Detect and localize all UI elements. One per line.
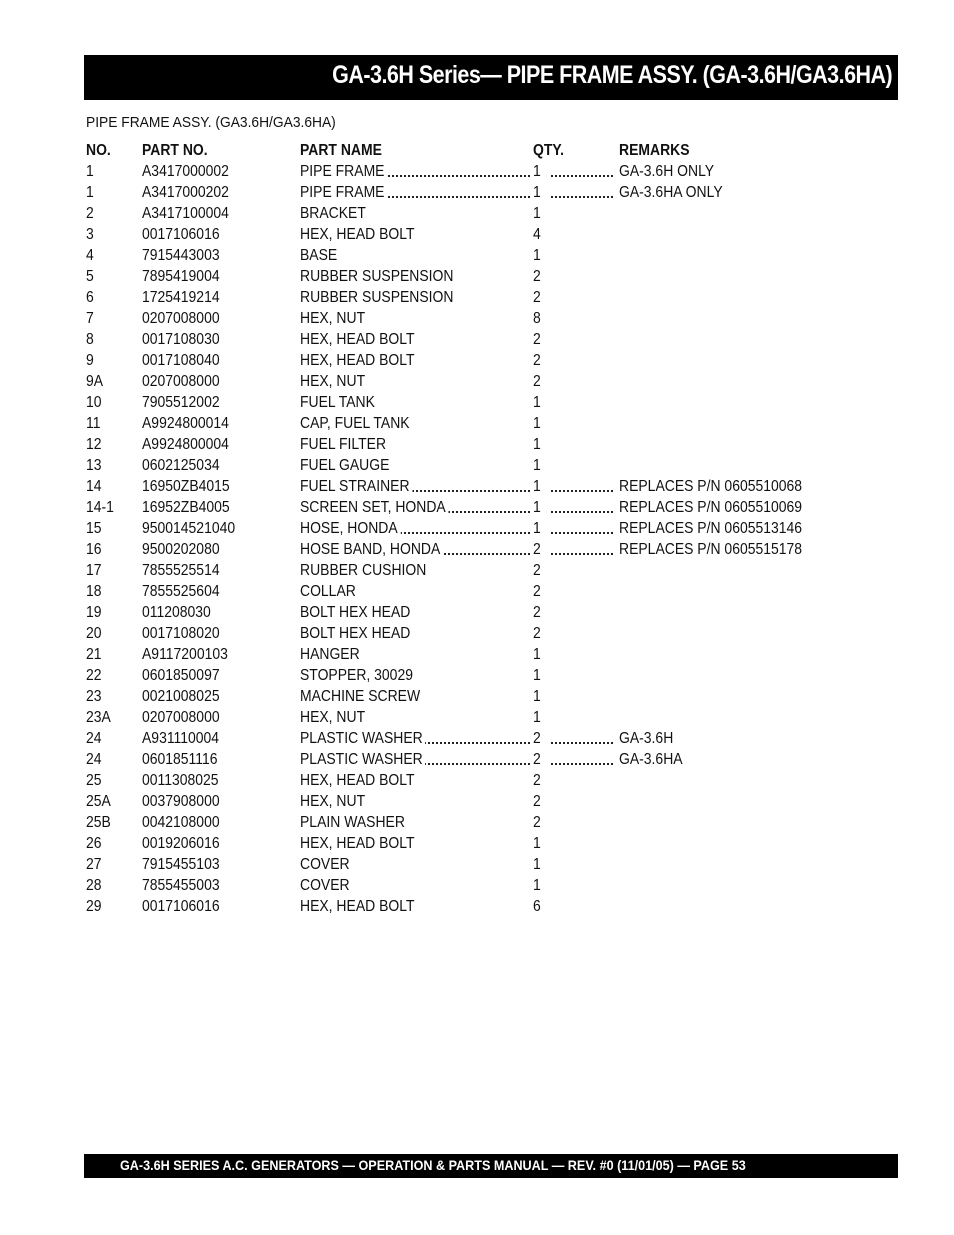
table-row <box>86 770 846 791</box>
table-row <box>86 245 846 266</box>
remarks-cell <box>619 791 846 812</box>
part-number-cell: A3417100004 <box>142 205 229 222</box>
table-row <box>86 224 846 245</box>
part-name-cell: HEX, NUT <box>300 791 533 812</box>
table-row <box>86 833 846 854</box>
remarks-cell <box>619 665 846 686</box>
table-row <box>86 707 846 728</box>
quantity-cell: 1 <box>533 875 619 896</box>
remarks-cell: GA-3.6H ONLY <box>619 163 715 180</box>
item-number-cell: 10 <box>86 394 102 411</box>
table-row <box>86 413 846 434</box>
quantity-cell: 1 <box>533 203 619 224</box>
part-number-cell: 0601851116 <box>142 751 218 768</box>
item-number-cell: 22 <box>86 667 102 684</box>
item-number-cell: 23A <box>86 709 111 726</box>
item-number-cell: 25A <box>86 793 111 810</box>
part-number-cell: 011208030 <box>142 604 211 621</box>
item-number-cell: 9A <box>86 373 104 390</box>
part-number-cell: A9924800014 <box>142 415 229 432</box>
quantity-cell: 1 <box>533 245 619 266</box>
quantity-cell: 2 <box>533 749 619 770</box>
table-row <box>86 623 846 644</box>
part-number-cell: 0011308025 <box>142 772 219 789</box>
table-row <box>86 581 846 602</box>
part-name-cell: MACHINE SCREW <box>300 686 533 707</box>
part-name-cell: COVER <box>300 854 533 875</box>
quantity-cell: 1 <box>533 518 619 539</box>
quantity-cell: 8 <box>533 308 619 329</box>
table-row <box>86 518 846 539</box>
quantity-cell: 1 <box>533 497 619 518</box>
remarks-cell <box>619 413 846 434</box>
remarks-cell <box>619 833 846 854</box>
item-number-cell: 23 <box>86 688 102 705</box>
part-name-cell: CAP, FUEL TANK <box>300 413 533 434</box>
item-number-cell: 27 <box>86 856 102 873</box>
part-name-cell: PIPE FRAME <box>300 161 533 182</box>
part-number-cell: 7915455103 <box>142 856 220 873</box>
part-name-cell: PLASTIC WASHER <box>300 749 533 770</box>
item-number-cell: 4 <box>86 247 94 264</box>
part-name-cell: STOPPER, 30029 <box>300 665 533 686</box>
remarks-cell <box>619 875 846 896</box>
item-number-cell: 17 <box>86 562 102 579</box>
page-title: GA-3.6H Series— PIPE FRAME ASSY. (GA-3.6H/GA3.6HA) <box>331 61 892 89</box>
part-name-cell: FUEL STRAINER <box>300 476 533 497</box>
part-number-cell: 16950ZB4015 <box>142 478 230 495</box>
item-number-cell: 3 <box>86 226 94 243</box>
part-name-cell: RUBBER CUSHION <box>300 560 533 581</box>
part-name-cell: PLASTIC WASHER <box>300 728 533 749</box>
item-number-cell: 24 <box>86 751 102 768</box>
header-part-name: PART NAME <box>300 142 382 159</box>
part-number-cell: 7905512002 <box>142 394 220 411</box>
page-footer <box>84 1154 898 1178</box>
part-name-cell: RUBBER SUSPENSION <box>300 287 533 308</box>
table-row <box>86 203 846 224</box>
part-name-cell: FUEL FILTER <box>300 434 533 455</box>
table-row <box>86 371 846 392</box>
part-number-cell: 16952ZB4005 <box>142 499 230 516</box>
table-row <box>86 665 846 686</box>
part-name-cell: HEX, NUT <box>300 707 533 728</box>
remarks-cell <box>619 350 846 371</box>
table-row <box>86 791 846 812</box>
parts-table <box>86 140 846 917</box>
table-row <box>86 392 846 413</box>
remarks-cell <box>619 644 846 665</box>
part-name-cell: FUEL GAUGE <box>300 455 533 476</box>
part-number-cell: 7855455003 <box>142 877 220 894</box>
item-number-cell: 11 <box>86 415 101 432</box>
part-name-cell: COLLAR <box>300 581 533 602</box>
remarks-cell <box>619 371 846 392</box>
remarks-cell: GA-3.6H <box>619 730 674 747</box>
part-name-cell: FUEL TANK <box>300 392 533 413</box>
quantity-cell: 2 <box>533 812 619 833</box>
part-number-cell: 0602125034 <box>142 457 220 474</box>
part-number-cell: 7895419004 <box>142 268 220 285</box>
remarks-cell <box>619 770 846 791</box>
part-number-cell: A931110004 <box>142 730 220 747</box>
item-number-cell: 28 <box>86 877 102 894</box>
part-name-cell: HANGER <box>300 644 533 665</box>
quantity-cell: 2 <box>533 287 619 308</box>
part-name-cell: BOLT HEX HEAD <box>300 623 533 644</box>
section-subtitle: PIPE FRAME ASSY. (GA3.6H/GA3.6HA) <box>86 114 336 131</box>
item-number-cell: 19 <box>86 604 102 621</box>
item-number-cell: 16 <box>86 541 102 558</box>
footer-text: GA-3.6H SERIES A.C. GENERATORS — OPERATION & PARTS MANUAL — REV. #0 (11/01/05) — PAGE 53 <box>120 1157 746 1173</box>
quantity-cell: 1 <box>533 182 619 203</box>
quantity-cell: 2 <box>533 602 619 623</box>
quantity-cell: 2 <box>533 770 619 791</box>
item-number-cell: 29 <box>86 898 102 915</box>
item-number-cell: 25B <box>86 814 111 831</box>
table-row <box>86 875 846 896</box>
part-number-cell: 0021008025 <box>142 688 220 705</box>
part-number-cell: 1725419214 <box>142 289 220 306</box>
part-name-cell: HOSE BAND, HONDA <box>300 539 533 560</box>
part-number-cell: 7855525604 <box>142 583 220 600</box>
item-number-cell: 14-1 <box>86 499 114 516</box>
part-number-cell: 0207008000 <box>142 709 220 726</box>
part-name-cell: HEX, NUT <box>300 371 533 392</box>
part-number-cell: 0017106016 <box>142 226 220 243</box>
part-number-cell: 0207008000 <box>142 373 220 390</box>
header-remarks: REMARKS <box>619 142 690 159</box>
quantity-cell: 2 <box>533 581 619 602</box>
table-row <box>86 854 846 875</box>
part-number-cell: 0042108000 <box>142 814 220 831</box>
part-name-cell: HEX, HEAD BOLT <box>300 329 533 350</box>
quantity-cell: 1 <box>533 707 619 728</box>
remarks-cell <box>619 560 846 581</box>
part-number-cell: 0601850097 <box>142 667 220 684</box>
quantity-cell: 1 <box>533 833 619 854</box>
item-number-cell: 24 <box>86 730 102 747</box>
remarks-cell <box>619 224 846 245</box>
table-row <box>86 161 846 182</box>
part-number-cell: A3417000002 <box>142 163 229 180</box>
item-number-cell: 14 <box>86 478 102 495</box>
remarks-cell: REPLACES P/N 0605515178 <box>619 541 803 558</box>
remarks-cell <box>619 686 846 707</box>
remarks-cell <box>619 623 846 644</box>
item-number-cell: 2 <box>86 205 94 222</box>
header-part-no: PART NO. <box>142 142 208 159</box>
quantity-cell: 1 <box>533 665 619 686</box>
part-name-cell: HEX, HEAD BOLT <box>300 770 533 791</box>
item-number-cell: 1 <box>86 163 94 180</box>
table-row <box>86 476 846 497</box>
page-title-bar <box>84 55 898 100</box>
table-row <box>86 812 846 833</box>
item-number-cell: 6 <box>86 289 94 306</box>
part-number-cell: 7855525514 <box>142 562 220 579</box>
remarks-cell: GA-3.6HA <box>619 751 683 768</box>
quantity-cell: 6 <box>533 896 619 917</box>
table-row <box>86 539 846 560</box>
remarks-cell <box>619 308 846 329</box>
quantity-cell: 1 <box>533 455 619 476</box>
part-name-cell: COVER <box>300 875 533 896</box>
quantity-cell: 1 <box>533 854 619 875</box>
quantity-cell: 2 <box>533 623 619 644</box>
part-name-cell: BOLT HEX HEAD <box>300 602 533 623</box>
table-row <box>86 455 846 476</box>
remarks-cell <box>619 434 846 455</box>
quantity-cell: 1 <box>533 434 619 455</box>
table-row <box>86 896 846 917</box>
part-name-cell: HEX, HEAD BOLT <box>300 833 533 854</box>
item-number-cell: 8 <box>86 331 94 348</box>
quantity-cell: 1 <box>533 644 619 665</box>
remarks-cell <box>619 329 846 350</box>
remarks-cell <box>619 812 846 833</box>
part-name-cell: SCREEN SET, HONDA <box>300 497 533 518</box>
remarks-cell <box>619 287 846 308</box>
part-name-cell: HEX, NUT <box>300 308 533 329</box>
table-row <box>86 434 846 455</box>
item-number-cell: 9 <box>86 352 94 369</box>
item-number-cell: 21 <box>86 646 102 663</box>
quantity-cell: 1 <box>533 413 619 434</box>
quantity-cell: 2 <box>533 728 619 749</box>
part-number-cell: 9500202080 <box>142 541 220 558</box>
quantity-cell: 2 <box>533 539 619 560</box>
quantity-cell: 1 <box>533 392 619 413</box>
part-name-cell: HEX, HEAD BOLT <box>300 350 533 371</box>
table-row <box>86 728 846 749</box>
part-name-cell: PIPE FRAME <box>300 182 533 203</box>
part-number-cell: A3417000202 <box>142 184 229 201</box>
part-name-cell: HOSE, HONDA <box>300 518 533 539</box>
part-number-cell: A9117200103 <box>142 646 228 663</box>
table-row <box>86 308 846 329</box>
remarks-cell <box>619 392 846 413</box>
part-name-cell: RUBBER SUSPENSION <box>300 266 533 287</box>
table-row <box>86 644 846 665</box>
table-row <box>86 350 846 371</box>
part-number-cell: 0019206016 <box>142 835 220 852</box>
part-number-cell: 7915443003 <box>142 247 220 264</box>
remarks-cell: REPLACES P/N 0605510069 <box>619 499 803 516</box>
part-number-cell: 950014521040 <box>142 520 236 537</box>
item-number-cell: 20 <box>86 625 102 642</box>
table-row <box>86 686 846 707</box>
item-number-cell: 15 <box>86 520 102 537</box>
part-name-cell: BRACKET <box>300 203 533 224</box>
table-row <box>86 266 846 287</box>
table-row <box>86 287 846 308</box>
quantity-cell: 1 <box>533 161 619 182</box>
table-row <box>86 602 846 623</box>
item-number-cell: 7 <box>86 310 94 327</box>
part-number-cell: 0017108030 <box>142 331 220 348</box>
parts-table-body <box>86 161 846 917</box>
remarks-cell: REPLACES P/N 0605510068 <box>619 478 803 495</box>
remarks-cell <box>619 266 846 287</box>
item-number-cell: 12 <box>86 436 102 453</box>
table-header-row <box>86 140 846 161</box>
quantity-cell: 2 <box>533 791 619 812</box>
remarks-cell <box>619 896 846 917</box>
item-number-cell: 1 <box>86 184 94 201</box>
remarks-cell <box>619 203 846 224</box>
item-number-cell: 18 <box>86 583 102 600</box>
part-number-cell: 0017106016 <box>142 898 220 915</box>
table-row <box>86 329 846 350</box>
item-number-cell: 25 <box>86 772 102 789</box>
remarks-cell <box>619 602 846 623</box>
item-number-cell: 13 <box>86 457 102 474</box>
quantity-cell: 2 <box>533 266 619 287</box>
part-number-cell: 0017108040 <box>142 352 220 369</box>
remarks-cell <box>619 707 846 728</box>
quantity-cell: 2 <box>533 371 619 392</box>
quantity-cell: 1 <box>533 476 619 497</box>
header-qty: QTY. <box>533 142 565 159</box>
part-name-cell: BASE <box>300 245 533 266</box>
remarks-cell: GA-3.6HA ONLY <box>619 184 723 201</box>
part-name-cell: HEX, HEAD BOLT <box>300 224 533 245</box>
part-number-cell: 0037908000 <box>142 793 220 810</box>
table-row <box>86 182 846 203</box>
part-number-cell: 0207008000 <box>142 310 220 327</box>
remarks-cell <box>619 455 846 476</box>
part-name-cell: HEX, HEAD BOLT <box>300 896 533 917</box>
quantity-cell: 4 <box>533 224 619 245</box>
quantity-cell: 2 <box>533 329 619 350</box>
item-number-cell: 5 <box>86 268 94 285</box>
header-no: NO. <box>86 142 111 159</box>
quantity-cell: 2 <box>533 560 619 581</box>
remarks-cell <box>619 854 846 875</box>
remarks-cell <box>619 245 846 266</box>
quantity-cell: 1 <box>533 686 619 707</box>
remarks-cell: REPLACES P/N 0605513146 <box>619 520 803 537</box>
part-name-cell: PLAIN WASHER <box>300 812 533 833</box>
table-row <box>86 497 846 518</box>
part-number-cell: 0017108020 <box>142 625 220 642</box>
remarks-cell <box>619 581 846 602</box>
part-number-cell: A9924800004 <box>142 436 229 453</box>
table-row <box>86 749 846 770</box>
table-row <box>86 560 846 581</box>
quantity-cell: 2 <box>533 350 619 371</box>
item-number-cell: 26 <box>86 835 102 852</box>
